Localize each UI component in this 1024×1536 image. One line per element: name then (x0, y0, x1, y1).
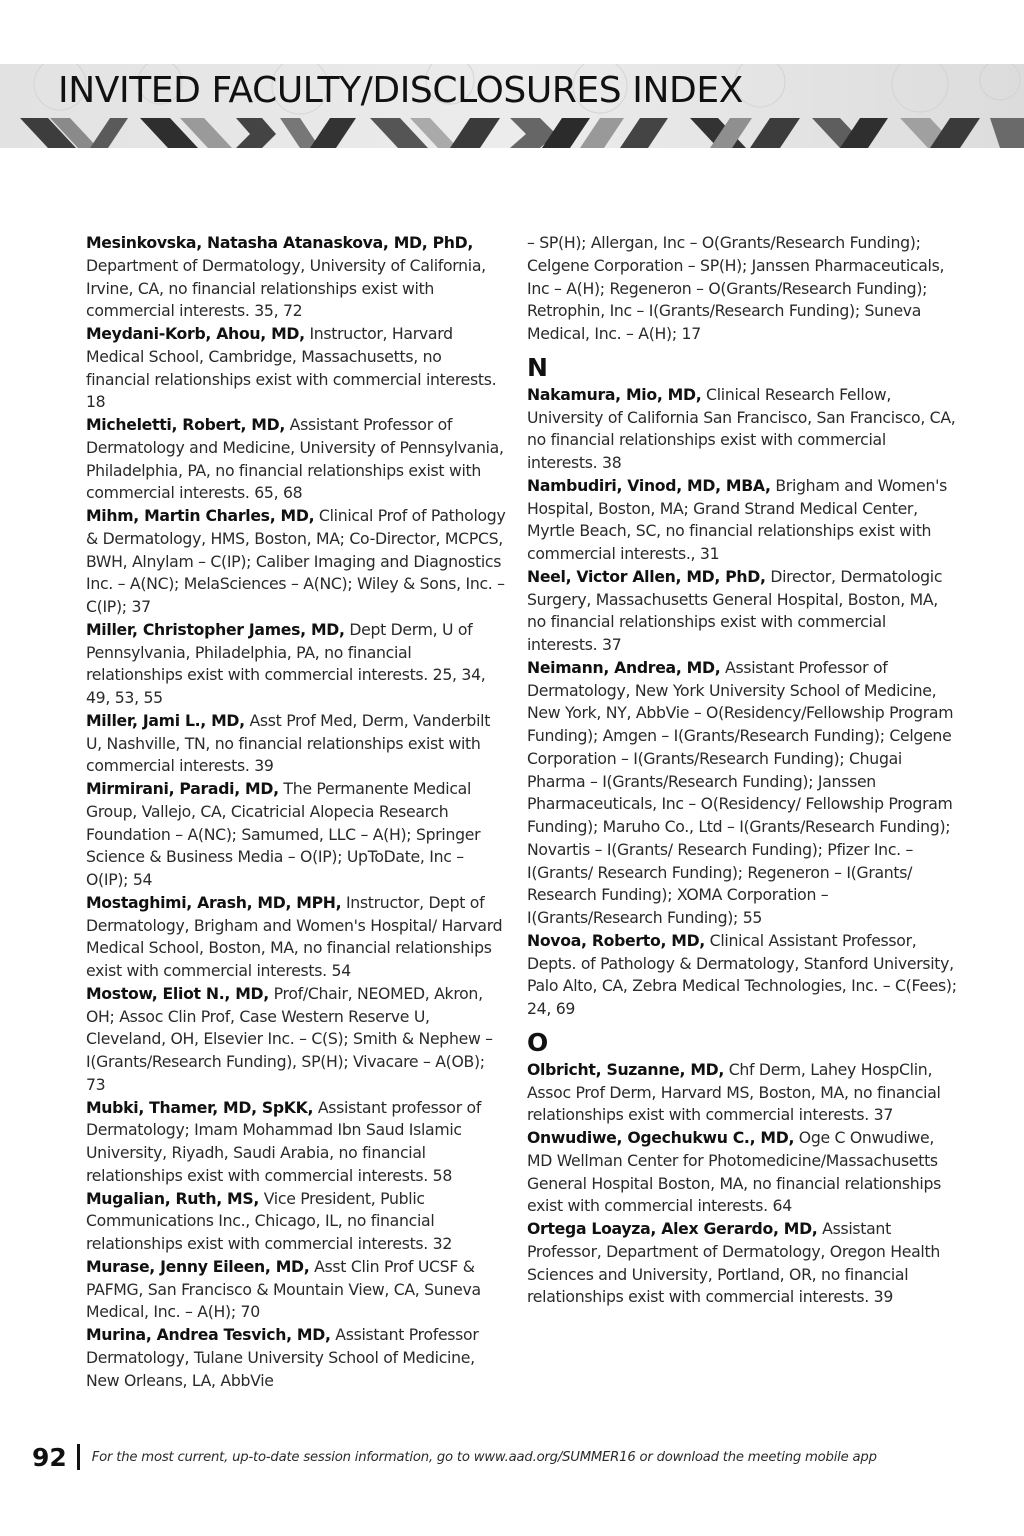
faculty-name: Mugalian, Ruth, MS, (86, 1188, 260, 1208)
faculty-name: Onwudiwe, Ogechukwu C., MD, (527, 1128, 795, 1147)
continued-entry-text: – SP(H); Allergan, Inc – O(Grants/Research Funding); Celgene Corporation – SP(H); Janssen Pharmaceuticals, Inc – A(H); Regeneron – O(Grants/Research Funding); Retrophin, Inc – I(Grants/Research Funding); Suneva Medical, Inc. – A(H); 17 (527, 233, 945, 343)
faculty-entry (86, 1324, 506, 1392)
faculty-entry (86, 505, 506, 619)
faculty-details: Assistant Professor, Department of Dermatology, Oregon Health Sciences and University, Portland, OR, no financial relationships exist with commercial interests. 39 (527, 1219, 940, 1307)
faculty-name: Meydani-Korb, Ahou, MD, (86, 324, 305, 343)
faculty-name: Neimann, Andrea, MD, (527, 657, 721, 677)
faculty-entry (86, 1256, 506, 1324)
faculty-details: Asst Clin Prof UCSF & PAFMG, San Francisco & Mountain View, CA, Suneva Medical, Inc. – A(H); 70 (86, 1256, 481, 1322)
section-letter-n: N (527, 352, 548, 382)
faculty-entry (527, 1059, 957, 1127)
faculty-details: Assistant Professor of Dermatology, New York University School of Medicine, New York, NY, AbbVie – O(Residency/Fellowship Program Funding); Amgen – I(Grants/Research Funding); Celgene Corporation – I(Grants/Research Funding); Chugai Pharma – I(Grants/Research Funding); Janssen Pharmaceuticals, Inc – O(Residency/ Fellowship Program Funding); Maruho Co., Ltd – I(Grants/Research Funding); Novartis – I(Grants/ Research Funding); Pfizer Inc. – I(Grants/ Research Funding); Regeneron – I(Grants/ Research Funding); XOMA Corporation – I(Grants/Research Funding); 55 (527, 657, 954, 927)
faculty-entry (527, 475, 957, 566)
faculty-details: Instructor, Harvard Medical School, Cambridge, Massachusetts, no financial relationships exist with commercial interests. 18 (86, 324, 497, 412)
faculty-name: Olbricht, Suzanne, MD, (527, 1059, 725, 1079)
faculty-name: Murase, Jenny Eileen, MD, (86, 1256, 310, 1276)
faculty-name: Ortega Loayza, Alex Gerardo, MD, (527, 1219, 818, 1238)
faculty-details: Clinical Assistant Professor, Depts. of Pathology & Dermatology, Stanford University, Palo Alto, CA, Zebra Medical Technologies, Inc. – C(Fees); 24, 69 (527, 930, 957, 1018)
faculty-name: Mostow, Eliot N., MD, (86, 983, 269, 1003)
faculty-entry (527, 1127, 957, 1218)
faculty-details: Director, Dermatologic Surgery, Massachusetts General Hospital, Boston, MA, no financial relationships exist with commercial interests. 37 (527, 566, 943, 654)
faculty-entry (527, 566, 957, 657)
faculty-entry (86, 232, 506, 323)
faculty-name: Mubki, Thamer, MD, SpKK, (86, 1097, 314, 1117)
faculty-entry (86, 414, 506, 505)
faculty-details: The Permanente Medical Group, Vallejo, CA, Cicatricial Alopecia Research Foundation – A(NC); Samumed, LLC – A(H); Springer Science & Business Media – O(IP); UpToDate, Inc – O(IP); 54 (86, 779, 481, 889)
faculty-entry (527, 384, 957, 475)
faculty-name: Murina, Andrea Tesvich, MD, (86, 1325, 331, 1344)
faculty-entry (86, 892, 506, 983)
faculty-name: Miller, Jami L., MD, (86, 710, 245, 730)
faculty-details: Instructor, Dept of Dermatology, Brigham and Women's Hospital/ Harvard Medical School, Boston, MA, no financial relationships exist with commercial interests. 54 (86, 892, 503, 980)
faculty-name: Mesinkovska, Natasha Atanaskova, MD, PhD, (86, 233, 474, 252)
faculty-details: Clinical Prof of Pathology & Dermatology, HMS, Boston, MA; Co-Director, MCPCS, BWH, Alnylam – C(IP); Caliber Imaging and Diagnostics Inc. – A(NC); MelaSciences – A(NC); Wiley & Sons, Inc. – C(IP); 37 (86, 506, 506, 616)
faculty-name: Novoa, Roberto, MD, (527, 930, 705, 950)
faculty-details: Assistant Professor of Dermatology and Medicine, University of Pennsylvania, Philadelphia, PA, no financial relationships exist with commercial interests. 65, 68 (86, 415, 504, 503)
faculty-entry (86, 619, 506, 710)
faculty-details: Department of Dermatology, University of California, Irvine, CA, no financial relationships exist with commercial interests. 35, 72 (86, 255, 486, 321)
faculty-details: Prof/Chair, NEOMED, Akron, OH; Assoc Clin Prof, Case Western Reserve U, Cleveland, OH, Elsevier Inc. – C(S); Smith & Nephew – I(Grants/Research Funding), SP(H); Vivacare – A(OB); 73 (86, 983, 493, 1094)
footer-divider (77, 1444, 80, 1470)
faculty-name: Nakamura, Mio, MD, (527, 384, 702, 404)
faculty-details: Chf Derm, Lahey HospClin, Assoc Prof Derm, Harvard MS, Boston, MA, no financial relationships exist with commercial interests. 37 (527, 1059, 941, 1125)
faculty-entry (527, 1218, 957, 1309)
faculty-details: Assistant professor of Dermatology; Imam Mohammad Ibn Saud Islamic University, Riyadh, Saudi Arabia, no financial relationships exist with commercial interests. 58 (86, 1097, 482, 1185)
header-banner (0, 64, 1024, 148)
left-column (86, 232, 506, 1392)
right-column (527, 232, 957, 1309)
faculty-entry (86, 1097, 506, 1188)
faculty-entry (527, 657, 957, 930)
faculty-entry (86, 323, 506, 414)
faculty-name: Mihm, Martin Charles, MD, (86, 506, 315, 525)
faculty-name: Neel, Victor Allen, MD, PhD, (527, 566, 766, 586)
faculty-details: Oge C Onwudiwe, MD Wellman Center for Photomedicine/Massachusetts General Hospital Boston, MA, no financial relationships exist with commercial interests. 64 (527, 1128, 941, 1216)
page-number: 92 (32, 1442, 67, 1472)
faculty-name: Mostaghimi, Arash, MD, MPH, (86, 892, 342, 912)
faculty-name: Micheletti, Robert, MD, (86, 415, 285, 434)
faculty-name: Mirmirani, Paradi, MD, (86, 779, 279, 798)
faculty-name: Nambudiri, Vinod, MD, MBA, (527, 475, 771, 495)
faculty-entry (86, 983, 506, 1097)
faculty-entry (86, 1188, 506, 1256)
faculty-details: Brigham and Women's Hospital, Boston, MA; Grand Strand Medical Center, Myrtle Beach, SC, no financial relationships exist with commercial interests., 31 (527, 475, 948, 563)
faculty-details: Asst Prof Med, Derm, Vanderbilt U, Nashville, TN, no financial relationships exist with commercial interests. 39 (86, 710, 491, 776)
faculty-entry (527, 930, 957, 1021)
page-title: INVITED FACULTY/DISCLOSURES INDEX (58, 70, 743, 111)
faculty-details: Dept Derm, U of Pennsylvania, Philadelphia, PA, no financial relationships exist with commercial interests. 25, 34, 49, 53, 55 (86, 619, 486, 707)
faculty-details: Vice President, Public Communications Inc., Chicago, IL, no financial relationships exist with commercial interests. 32 (86, 1188, 453, 1253)
faculty-entry (86, 778, 506, 892)
section-letter-o: O (527, 1027, 548, 1057)
faculty-details: Clinical Research Fellow, University of California San Francisco, San Francisco, CA, no financial relationships exist with commercial interests. 38 (527, 384, 956, 472)
footer-note: For the most current, up-to-date session information, go to www.aad.org/SUMMER16 or download the meeting mobile app (91, 1449, 877, 1465)
faculty-entry (86, 710, 506, 778)
faculty-details: Assistant Professor Dermatology, Tulane University School of Medicine, New Orleans, LA, AbbVie (86, 1325, 479, 1390)
faculty-name: Miller, Christopher James, MD, (86, 619, 345, 639)
page-footer (32, 1437, 1012, 1477)
